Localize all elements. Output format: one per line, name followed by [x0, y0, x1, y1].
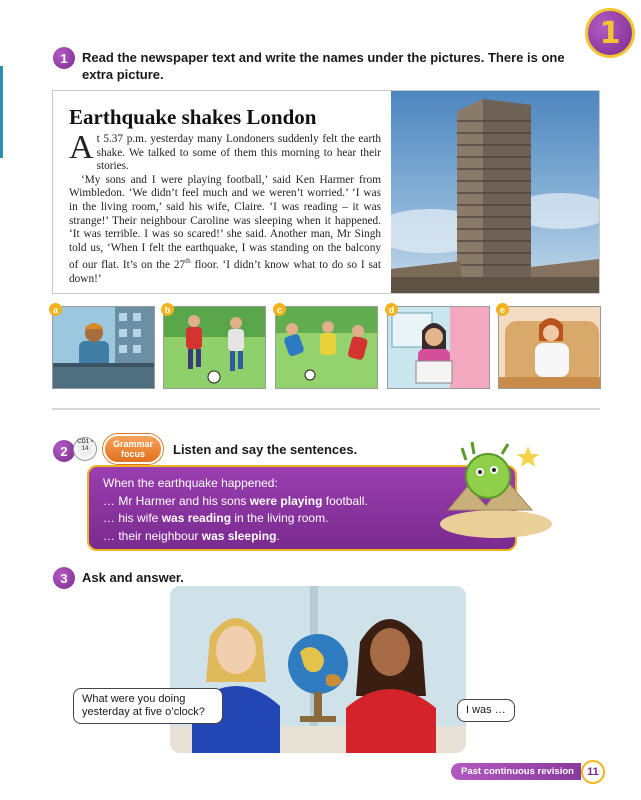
- picture-c-boys-falling: [275, 306, 378, 389]
- picture-e-woman-sleeping: [498, 306, 601, 389]
- drop-cap: A: [69, 129, 94, 166]
- grammar-sentence-1: … Mr Harmer and his sons were playing football.: [103, 493, 368, 508]
- grammar-focus-tag: Grammar focus: [103, 434, 163, 464]
- exercise-2-instruction: Listen and say the sentences.: [173, 442, 358, 457]
- grammar-intro: When the earthquake happened:: [103, 476, 278, 490]
- tower-block-photo: [391, 91, 599, 294]
- article-body: [69, 129, 381, 286]
- picture-a-man-on-balcony: [52, 306, 155, 389]
- girls-talking-photo: [170, 586, 466, 753]
- speech-bubble-answer: I was …: [457, 699, 515, 722]
- unit-number: 1: [599, 15, 621, 51]
- speech-bubble-question: What were you doing yesterday at five o’clock?: [73, 688, 223, 724]
- unit-badge: [585, 8, 635, 58]
- section-title-tag: Past continuous revision: [451, 763, 581, 780]
- exercise-1-number: 1: [53, 47, 75, 69]
- cd-track-label: CD1 • 14: [77, 439, 93, 452]
- exercise-2-number: 2: [53, 440, 75, 462]
- page-number: 11: [581, 760, 605, 784]
- picture-letter-d: d: [385, 303, 398, 316]
- article-title: Earthquake shakes London: [69, 105, 317, 129]
- article-paragraph-2: ‘My sons and I were playing football,’ said Ken Harmer from Wimbledon. ‘We didn’t feel much and we weren’t worried.’ ‘I was in the living room,’ said his wife, Claire. ‘I was reading – it was strange!’ Their neighbour Caroline was sleeping when it happened. ‘It was terrible. I was so scared!’ she said. Another man, Mr Singh told us, ‘When I felt the earthquake, I was standing on the balcony of our flat. It’s on the 27th floor. ‘I didn’t know what to do so I sat down!’: [69, 173, 381, 285]
- exercise-3-instruction: Ask and answer.: [82, 570, 184, 585]
- picture-b-boys-playing-football: [163, 306, 266, 389]
- grammar-sentence-2: … his wife was reading in the living room.: [103, 511, 329, 525]
- newspaper-article: [52, 90, 600, 294]
- section-divider: [52, 408, 600, 410]
- picture-letter-c: c: [273, 303, 286, 316]
- picture-letter-e: e: [496, 303, 509, 316]
- picture-letter-a: a: [49, 303, 62, 316]
- article-text: [53, 91, 391, 293]
- grammar-sentence-3: … their neighbour was sleeping.: [103, 528, 280, 543]
- exercise-1-instruction: Read the newspaper text and write the names under the pictures. There is one extra picture.: [82, 50, 565, 82]
- page-edge-stripe: [0, 66, 3, 158]
- exercise-3-number: 3: [53, 567, 75, 589]
- picture-d-woman-reading: [387, 306, 490, 389]
- picture-letter-b: b: [161, 303, 174, 316]
- article-paragraph-1: At 5.37 p.m. yesterday many Londoners suddenly felt the earth shake. We talked to some of them this morning to hear their stories.: [69, 129, 381, 173]
- mascot-illustration: [428, 440, 558, 540]
